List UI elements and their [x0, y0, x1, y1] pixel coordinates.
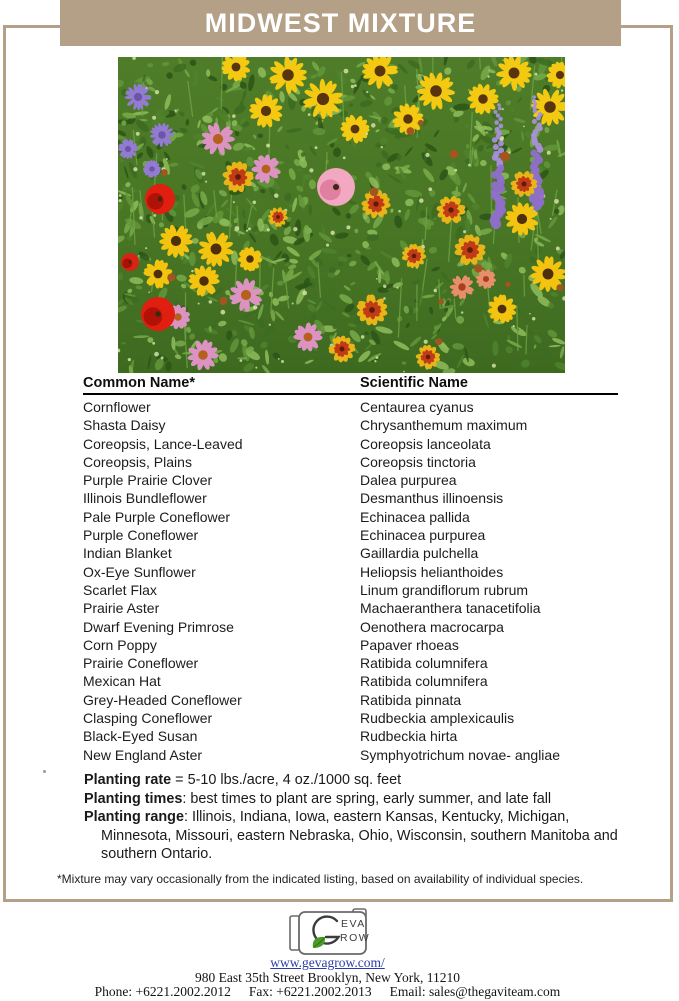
contact-line: [0, 984, 667, 1000]
page-title: MIDWEST MIXTURE: [204, 7, 477, 38]
scientific-name-cell: Ratibida columnifera: [360, 655, 488, 672]
stray-dot: [43, 770, 46, 773]
common-name-cell: Black-Eyed Susan: [83, 728, 198, 745]
title-bar: [60, 0, 621, 46]
table-row: [83, 599, 618, 617]
common-name-cell: Prairie Coneflower: [83, 655, 199, 672]
address-line: 980 East 35th Street Brooklyn, New York, 11210: [195, 970, 460, 985]
table-row: [83, 691, 618, 709]
planting-range-label: Planting range: [84, 809, 184, 826]
common-name-cell: Purple Coneflower: [83, 527, 199, 544]
table-row: [83, 709, 618, 727]
common-name-cell: Prairie Aster: [83, 600, 160, 617]
common-name-cell: Scarlet Flax: [83, 581, 157, 598]
common-name-cell: Purple Prairie Clover: [83, 472, 213, 489]
common-name-cell: Ox-Eye Sunflower: [83, 563, 196, 580]
scientific-name-cell: Papaver rhoeas: [360, 636, 459, 653]
table-header-row: [83, 375, 618, 395]
planting-times-label: Planting times: [84, 790, 183, 807]
table-row: [83, 581, 618, 599]
table-row: [83, 654, 618, 672]
table-row: [83, 526, 618, 544]
planting-times-line: [84, 790, 640, 809]
column-header-scientific-name: Scientific Name: [360, 375, 468, 391]
common-name-cell: Grey-Headed Coneflower: [83, 691, 242, 708]
scientific-name-cell: Echinacea pallida: [360, 508, 470, 525]
scientific-name-cell: Symphyotrichum novae- angliae: [360, 746, 560, 763]
scientific-name-cell: Rudbeckia amplexicaulis: [360, 710, 515, 727]
common-name-cell: Corn Poppy: [83, 636, 157, 653]
scientific-name-cell: Machaeranthera tanacetifolia: [360, 600, 541, 617]
table-row: [83, 727, 618, 745]
wildflower-photo: [118, 57, 565, 373]
table-row: [83, 453, 618, 471]
planting-times-value: : best times to plant are spring, early summer, and late fall: [182, 790, 552, 807]
scientific-name-cell: Chrysanthemum maximum: [360, 417, 528, 434]
logo-text-eva: EVA: [341, 918, 366, 930]
scientific-name-cell: Centaurea cyanus: [360, 399, 474, 415]
scientific-name-cell: Heliopsis helianthoides: [360, 563, 504, 580]
scientific-name-cell: Rudbeckia hirta: [360, 728, 458, 745]
scientific-name-cell: Coreopsis tinctoria: [360, 453, 476, 470]
table-row: [83, 435, 618, 453]
planting-range-value: : Illinois, Indiana, Iowa, eastern Kansas, Kentucky, Michigan, Minnesota, Missouri, eastern Nebraska, Ohio, Wisconsin, southern Manitoba and southern Ontario.: [101, 809, 618, 863]
mixture-footnote: *Mixture may vary occasionally from the indicated listing, based on availability of individual species.: [57, 872, 584, 886]
website-line: [0, 955, 667, 971]
scientific-name-cell: Ratibida pinnata: [360, 691, 462, 708]
website-link[interactable]: www.gevagrow.com/: [270, 955, 385, 970]
common-name-cell: New England Aster: [83, 746, 203, 763]
column-header-common-name: Common Name*: [83, 375, 195, 391]
scientific-name-cell: Coreopsis lanceolata: [360, 435, 491, 452]
scientific-name-cell: Desmanthus illinoensis: [360, 490, 504, 507]
table-row: [83, 672, 618, 690]
common-name-cell: Shasta Daisy: [83, 417, 166, 434]
common-name-cell: Mexican Hat: [83, 673, 161, 690]
planting-rate-label: Planting rate: [84, 772, 172, 788]
species-table: [83, 375, 618, 764]
planting-range-line: [84, 808, 640, 864]
common-name-cell: Indian Blanket: [83, 545, 172, 562]
scientific-name-cell: Linum grandiflorum rubrum: [360, 581, 529, 598]
common-name-cell: Cornflower: [83, 399, 151, 415]
scientific-name-cell: Gaillardia pulchella: [360, 545, 479, 562]
planting-rate-line: [84, 771, 640, 790]
table-row: [83, 618, 618, 636]
email-text: Email: sales@thegaviteam.com: [389, 984, 561, 999]
fax-text: Fax: +6221.2002.2013: [248, 984, 372, 999]
common-name-cell: Coreopsis, Lance-Leaved: [83, 435, 243, 452]
table-row: [83, 544, 618, 562]
table-body: [83, 395, 618, 764]
gevagrow-logo: [287, 908, 379, 958]
planting-rate-value: = 5-10 lbs./acre, 4 oz./1000 sq. feet: [171, 772, 402, 788]
table-row: [83, 746, 618, 764]
scientific-name-cell: Dalea purpurea: [360, 472, 457, 489]
common-name-cell: Dwarf Evening Primrose: [83, 618, 234, 635]
common-name-cell: Pale Purple Coneflower: [83, 508, 231, 525]
common-name-cell: Illinois Bundleflower: [83, 490, 207, 507]
table-row: [83, 416, 618, 434]
table-row: [83, 508, 618, 526]
table-row: [83, 471, 618, 489]
phone-text: Phone: +6221.2002.2012: [94, 984, 231, 999]
logo-text-row: ROW: [340, 932, 371, 944]
scientific-name-cell: Ratibida columnifera: [360, 673, 488, 690]
planting-info: [84, 771, 640, 864]
table-row: [83, 636, 618, 654]
scientific-name-cell: Oenothera macrocarpa: [360, 618, 504, 635]
table-row: [83, 563, 618, 581]
scientific-name-cell: Echinacea purpurea: [360, 527, 486, 544]
common-name-cell: Clasping Coneflower: [83, 710, 213, 727]
table-row: [83, 398, 618, 416]
common-name-cell: Coreopsis, Plains: [83, 453, 192, 470]
table-row: [83, 489, 618, 507]
